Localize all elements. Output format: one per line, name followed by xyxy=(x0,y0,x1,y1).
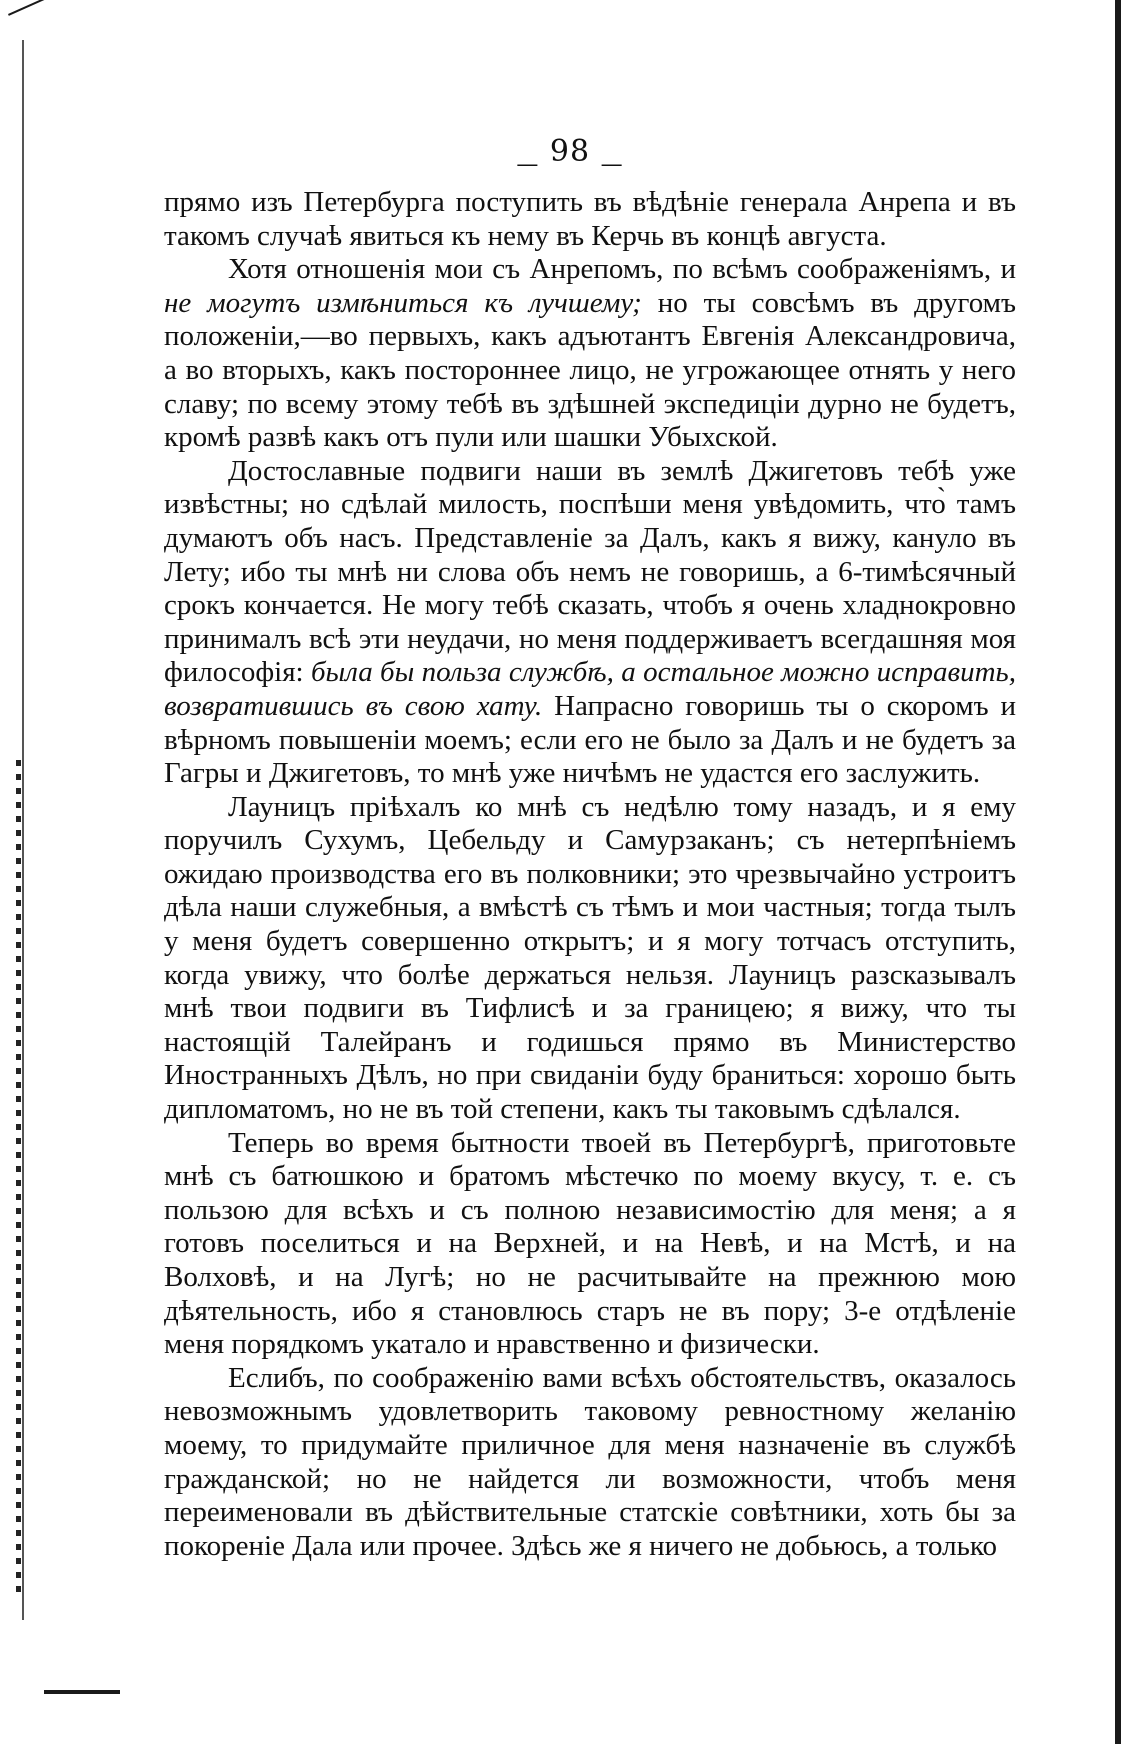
paragraph-2 xyxy=(164,253,1016,455)
paragraph-3-part-a: Достославные подвиги наши въ землѣ Джигетовъ тебѣ уже извѣстны; но сдѣлай милость, поспѣши меня увѣдомить, что̀ тамъ думаютъ объ насъ. Представленіе за Далъ, какъ я вижу, кануло въ Лету; ибо ты мнѣ ни слова объ немъ не говоришь, а 6-тимѣсячный срокъ кончается. Не могу тебѣ сказать, чтобъ я очень хладнокровно принималъ всѣ эти неудачи, но меня поддерживаетъ всегдашняя моя философія: xyxy=(164,454,1016,689)
paragraph-6: Еслибъ, по соображенію вами всѣхъ обстоятельствъ, оказалось невозможнымъ удовлетворить таковому ревностному желанію моему, то придумайте приличное для меня назначеніе въ службѣ гражданской; но не найдется ли возможности, чтобъ меня переименовали въ дѣйствительные статскіе совѣтники, хоть бы за покореніе Дала или прочее. Здѣсь же я ничего не добьюсь, а только xyxy=(164,1361,1016,1562)
scan-bottom-left-smudge xyxy=(44,1690,120,1694)
scan-right-edge xyxy=(1115,0,1121,1744)
scan-left-speckle xyxy=(16,760,21,1600)
paragraph-4: Лауницъ пріѣхалъ ко мнѣ съ недѣлю тому назадъ, и я ему поручилъ Сухумъ, Цебельду и Самурзаканъ; съ нетерпѣніемъ ожидаю производства его въ полковники; это чрезвычайно устроитъ дѣла наши служебныя, а вмѣстѣ съ тѣмъ и мои частныя; тогда тылъ у меня будетъ совершенно открытъ; и я могу тотчасъ отступить, когда увижу, что болѣе держаться нельзя. Лауницъ разсказывалъ мнѣ твои подвиги въ Тифлисѣ и за границею; я вижу, что ты настоящій Талейранъ и годишься прямо въ Министерство Иностранныхъ Дѣлъ, но при свиданіи буду браниться: хорошо быть дипломатомъ, но не въ той степени, какъ ты таковымъ сдѣлался. xyxy=(164,790,1016,1126)
page-number: $_—$ 98 $_—$ xyxy=(516,134,624,177)
paragraph-5: Теперь во время бытности твоей въ Петербургѣ, приготовьте мнѣ съ батюшкою и братомъ мѣстечко по моему вкусу, т. е. съ пользою для всѣхъ и съ полною независимостію для меня; а я готовъ поселиться и на Верхней, и на Невѣ, и на Мстѣ, и на Волховѣ, и на Лугѣ; но не расчитывайте на прежнюю мою дѣятельность, ибо я становлюсь старъ не въ пору; 3-е отдѣленіе меня порядкомъ укатало и нравственно и физически. xyxy=(164,1126,1016,1361)
letter-text xyxy=(164,186,1016,1563)
paragraph-2-part-c: но ты совсѣмъ въ другомъ положеніи,—во первыхъ, какъ адъютантъ Евгенія Александровича, а во вторыхъ, какъ постороннее лицо, не угрожающее отнять у него славу; по всему этому тебѣ въ здѣшней экспедиціи дурно не будетъ, кромѣ развѣ какъ отъ пули или шашки Убыхской. xyxy=(164,286,1017,454)
paragraph-2-part-a: Хотя отношенія мои съ Анрепомъ, по всѣмъ соображеніямъ, и xyxy=(228,253,1016,286)
scan-corner-mark xyxy=(8,0,78,16)
paragraph-3-italic: была бы польза службѣ, а остальное можно исправить, возвратившись въ свою хату. xyxy=(164,656,1016,722)
paragraph-3 xyxy=(164,455,1016,791)
paragraph-2-italic: не могутъ измѣниться къ лучшему; xyxy=(164,286,642,319)
page-number-value: 98 xyxy=(549,134,591,169)
paragraph-3-part-c: Напрасно говоришь ты о скоромъ и вѣрномъ повышеніи моемъ; если его не было за Далъ и не будетъ за Гагры и Джигетовъ, то мнѣ уже ничѣмъ не удастся его заслужить. xyxy=(164,689,1017,790)
paragraph-1: прямо изъ Петербурга поступить въ вѣдѣніе генерала Анрепа и въ такомъ случаѣ явиться къ нему въ Керчь въ концѣ августа. xyxy=(164,186,1016,252)
scan-left-edge xyxy=(22,40,24,1620)
